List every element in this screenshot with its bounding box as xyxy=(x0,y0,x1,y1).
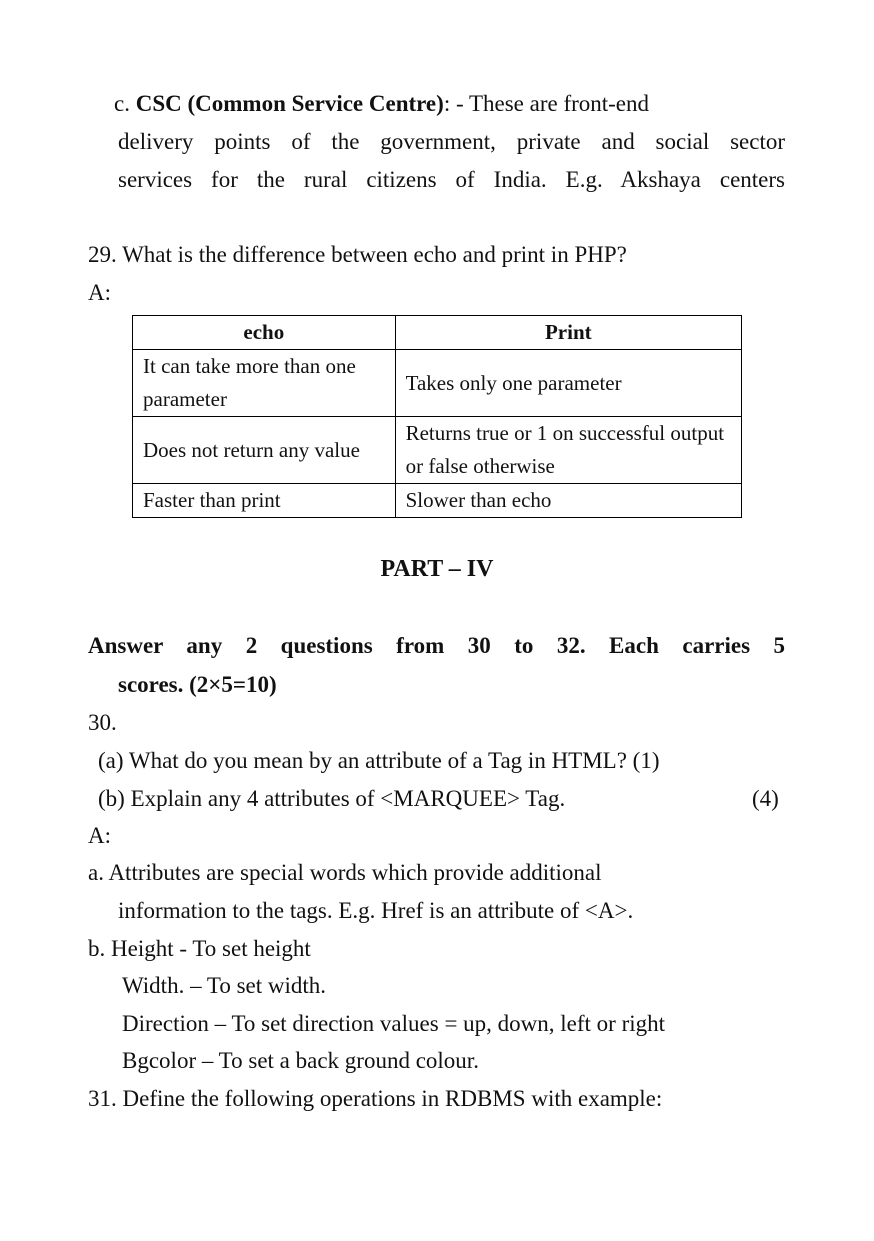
q30-part-b: (b) Explain any 4 attributes of <MARQUEE> Tag. xyxy=(98,786,566,811)
q30-part-a: (a) What do you mean by an attribute of a Tag in HTML? (1) xyxy=(98,748,660,773)
q30-answer-b-item: Bgcolor – To set a back ground colour. xyxy=(122,1048,479,1073)
intro-c-term: CSC (Common Service Centre) xyxy=(135,91,444,116)
table-row xyxy=(133,350,742,417)
echo-print-table xyxy=(132,315,742,518)
table-header-echo: echo xyxy=(133,316,396,350)
q29-question: 29. What is the difference between echo and print in PHP? xyxy=(88,242,627,267)
instructions-line1: Answer any 2 questions from 30 to 32. Each carries 5 xyxy=(88,633,785,658)
table-cell: It can take more than one parameter xyxy=(133,350,396,417)
table-cell: Does not return any value xyxy=(133,417,396,484)
q30-part-b-marks: (4) xyxy=(752,786,779,811)
intro-c-rest: : - These are front-end xyxy=(443,91,650,116)
table-cell: Takes only one parameter xyxy=(395,350,741,417)
table-header-row xyxy=(133,316,742,350)
q30-answer-label: A: xyxy=(88,823,111,848)
q30-answer-b-line1: b. Height - To set height xyxy=(88,936,311,961)
part-title: PART – IV xyxy=(380,556,494,582)
q30-answer-b-item: Direction – To set direction values = up, down, left or right xyxy=(122,1011,666,1036)
instructions-line2: scores. (2×5=10) xyxy=(118,672,277,697)
q30-number: 30. xyxy=(88,710,117,735)
table-row xyxy=(133,484,742,518)
intro-c-prefix: c. xyxy=(114,91,136,116)
q30-answer-a-line1: a. Attributes are special words which provide additional xyxy=(88,860,602,885)
intro-c-line3: services for the rural citizens of India. E.g. Akshaya centers xyxy=(118,167,785,192)
intro-c-line1 xyxy=(114,89,649,119)
table-header-print: Print xyxy=(395,316,741,350)
table-cell: Faster than print xyxy=(133,484,396,518)
q29-answer-label: A: xyxy=(88,280,111,305)
table-row xyxy=(133,417,742,484)
table-cell: Slower than echo xyxy=(395,484,741,518)
q30-answer-b-item: Width. – To set width. xyxy=(122,973,327,998)
q31-question: 31. Define the following operations in RDBMS with example: xyxy=(88,1086,663,1111)
intro-c-line2: delivery points of the government, private and social sector xyxy=(118,129,785,154)
table-cell: Returns true or 1 on successful output or false otherwise xyxy=(395,417,741,484)
q30-answer-a-line2: information to the tags. E.g. Href is an attribute of <A>. xyxy=(118,898,634,923)
